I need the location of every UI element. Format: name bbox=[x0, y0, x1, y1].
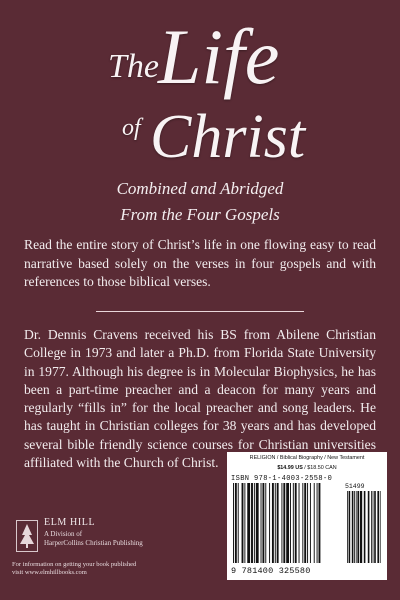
publisher-division-line-1: A Division of bbox=[44, 530, 83, 538]
title-word-the: The bbox=[108, 48, 159, 85]
barcode-bar bbox=[295, 483, 297, 563]
barcode-digits: 9 781400 325580 bbox=[231, 566, 311, 576]
barcode-bar bbox=[269, 483, 270, 563]
barcode-addon-bar bbox=[364, 491, 366, 563]
title-word-of: of bbox=[122, 115, 141, 141]
barcode-bar bbox=[281, 483, 282, 563]
publisher-info-line-2: visit www.elmhillbooks.com bbox=[12, 569, 87, 576]
barcode-addon-bar bbox=[377, 491, 379, 563]
barcode-bar bbox=[254, 483, 255, 563]
barcode-addon-bar bbox=[360, 491, 362, 563]
barcode-bar bbox=[262, 483, 264, 563]
price-us: $14.99 US bbox=[277, 465, 303, 471]
barcode-bar bbox=[277, 483, 279, 563]
barcode-bar bbox=[317, 483, 318, 563]
book-subtitle bbox=[0, 176, 400, 228]
book-description: Read the entire story of Christ’s life in one flowing easy to read narrative based solely on the verses in four gospels and with references to those biblical verses. bbox=[24, 237, 376, 289]
barcode-addon-bar bbox=[354, 491, 355, 563]
price-can: / $18.50 CAN bbox=[304, 465, 337, 471]
barcode-addon-bar bbox=[373, 491, 374, 563]
barcode-bar bbox=[304, 483, 306, 563]
bisac-category: RELIGION / Biblical Biography / New Testament bbox=[249, 455, 365, 461]
barcode-bar bbox=[235, 483, 237, 563]
barcode-addon-bar bbox=[368, 491, 370, 563]
barcode-bar bbox=[256, 483, 259, 563]
subtitle-line-1: Combined and Abridged bbox=[116, 179, 284, 198]
publisher-division bbox=[44, 530, 194, 547]
publisher-name: ELM HILL bbox=[44, 517, 96, 528]
barcode-bar bbox=[302, 483, 303, 563]
barcode-addon-digits: 51499 bbox=[345, 483, 365, 490]
barcode-addon-bar bbox=[371, 491, 372, 563]
barcode-bar bbox=[293, 483, 294, 563]
barcode-bar bbox=[265, 483, 266, 563]
divider bbox=[96, 311, 304, 312]
barcode-bar bbox=[261, 483, 262, 563]
title-word-christ: Christ bbox=[150, 103, 306, 171]
barcode-bar bbox=[307, 483, 308, 563]
title-word-life: Life bbox=[158, 13, 280, 100]
barcode-addon-bar bbox=[349, 491, 351, 563]
price-label bbox=[227, 465, 387, 471]
barcode-bar bbox=[251, 483, 253, 563]
isbn-label: ISBN 978-1-4003-2558-0 bbox=[231, 475, 333, 483]
barcode-addon-bar bbox=[347, 491, 348, 563]
barcode-bar bbox=[314, 483, 315, 563]
barcode-panel bbox=[227, 452, 387, 580]
barcode-icon bbox=[233, 483, 383, 567]
barcode-addon-bar bbox=[352, 491, 354, 563]
barcode-bar bbox=[242, 483, 244, 563]
book-title bbox=[0, 13, 400, 180]
subtitle-line-2: From the Four Gospels bbox=[120, 205, 280, 224]
barcode-addon-bar bbox=[380, 491, 381, 563]
barcode-bar bbox=[247, 483, 250, 563]
barcode-bar bbox=[275, 483, 276, 563]
publisher-info-line-1: For information on getting your book published bbox=[12, 561, 137, 568]
barcode-bar bbox=[283, 483, 285, 563]
barcode-bar bbox=[286, 483, 289, 563]
barcode-addon-bar bbox=[357, 491, 359, 563]
barcode-bar bbox=[238, 483, 239, 563]
publisher-logo-icon bbox=[16, 520, 38, 552]
author-bio: Dr. Dennis Cravens received his BS from Abilene Christian College in 1973 and later a Ph.D. from Florida State University in 1977. Although his degree is in Molecular Biophysics, he has been a part-time preacher and a deacon for many years and regularly “fills in” for the local preacher and song leaders. He has taught in Christian colleges for 38 years and has developed several bible friendly science courses for Christian universities affiliated with the Church of Christ. bbox=[24, 327, 376, 471]
barcode-bar bbox=[233, 483, 234, 563]
barcode-bar bbox=[272, 483, 274, 563]
barcode-addon-bar bbox=[356, 491, 357, 563]
publisher-block bbox=[10, 517, 200, 597]
barcode-bar bbox=[290, 483, 291, 563]
barcode-bar bbox=[319, 483, 321, 563]
barcode-bar bbox=[310, 483, 311, 563]
publisher-division-line-2: HarperCollins Christian Publishing bbox=[44, 538, 143, 547]
barcode-bar bbox=[244, 483, 245, 563]
barcode-bar bbox=[299, 483, 300, 563]
barcode-addon-bar bbox=[374, 491, 376, 563]
publisher-info bbox=[12, 561, 192, 577]
